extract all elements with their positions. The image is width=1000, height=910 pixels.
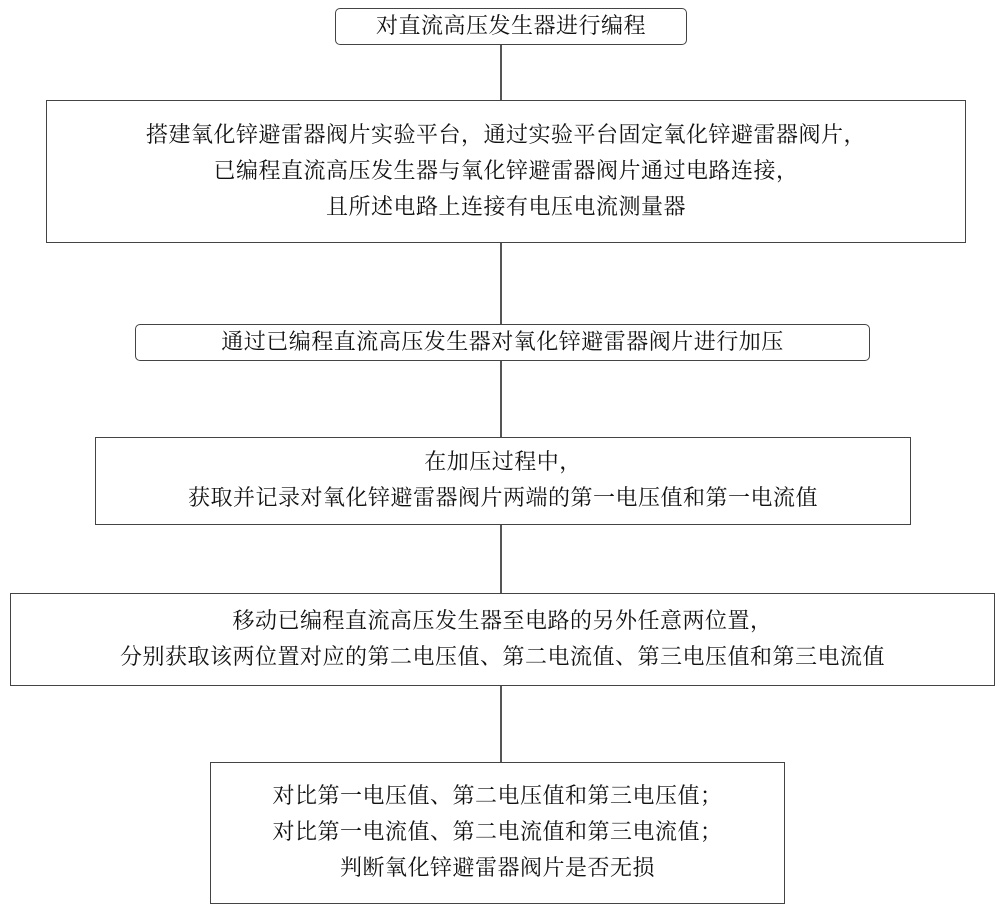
- step-record-first-values: [95, 437, 911, 525]
- step-text-line: 获取并记录对氧化锌避雷器阀片两端的第一电压值和第一电流值: [187, 486, 818, 511]
- step-text-line: 对比第一电流值、第二电流值和第三电流值；: [272, 820, 723, 845]
- step-text-line: 通过已编程直流高压发生器对氧化锌避雷器阀片进行加压: [221, 329, 784, 355]
- step-compare-and-judge: [210, 762, 785, 904]
- connector-line: [500, 361, 502, 437]
- step-program-generator: [335, 8, 687, 45]
- connector-line: [500, 243, 502, 324]
- step-text-line: 且所述电路上连接有电压电流测量器: [325, 194, 686, 220]
- connector-line: [500, 525, 502, 593]
- step-text-line: 搭建氧化锌避雷器阀片实验平台，通过实验平台固定氧化锌避雷器阀片，: [145, 122, 866, 148]
- step-text-line: 分别获取该两位置对应的第二电压值、第二电流值、第三电压值和第三电流值: [119, 644, 885, 670]
- step-text-line: 已编程直流高压发生器与氧化锌避雷器阀片通过电路连接，: [213, 158, 799, 184]
- step-text-line: 判断氧化锌避雷器阀片是否无损: [339, 856, 655, 881]
- step-text-line: 移动已编程直流高压发生器至电路的另外任意两位置，: [232, 608, 773, 634]
- step-apply-voltage: [135, 324, 870, 361]
- step-build-test-platform: [46, 100, 966, 243]
- step-text-line: 对直流高压发生器进行编程: [375, 13, 646, 39]
- step-move-generator: [10, 593, 995, 686]
- step-text-line: 在加压过程中，: [424, 450, 582, 475]
- connector-line: [500, 45, 502, 100]
- connector-line: [500, 686, 502, 762]
- step-text-line: 对比第一电压值、第二电压值和第三电压值；: [272, 784, 723, 809]
